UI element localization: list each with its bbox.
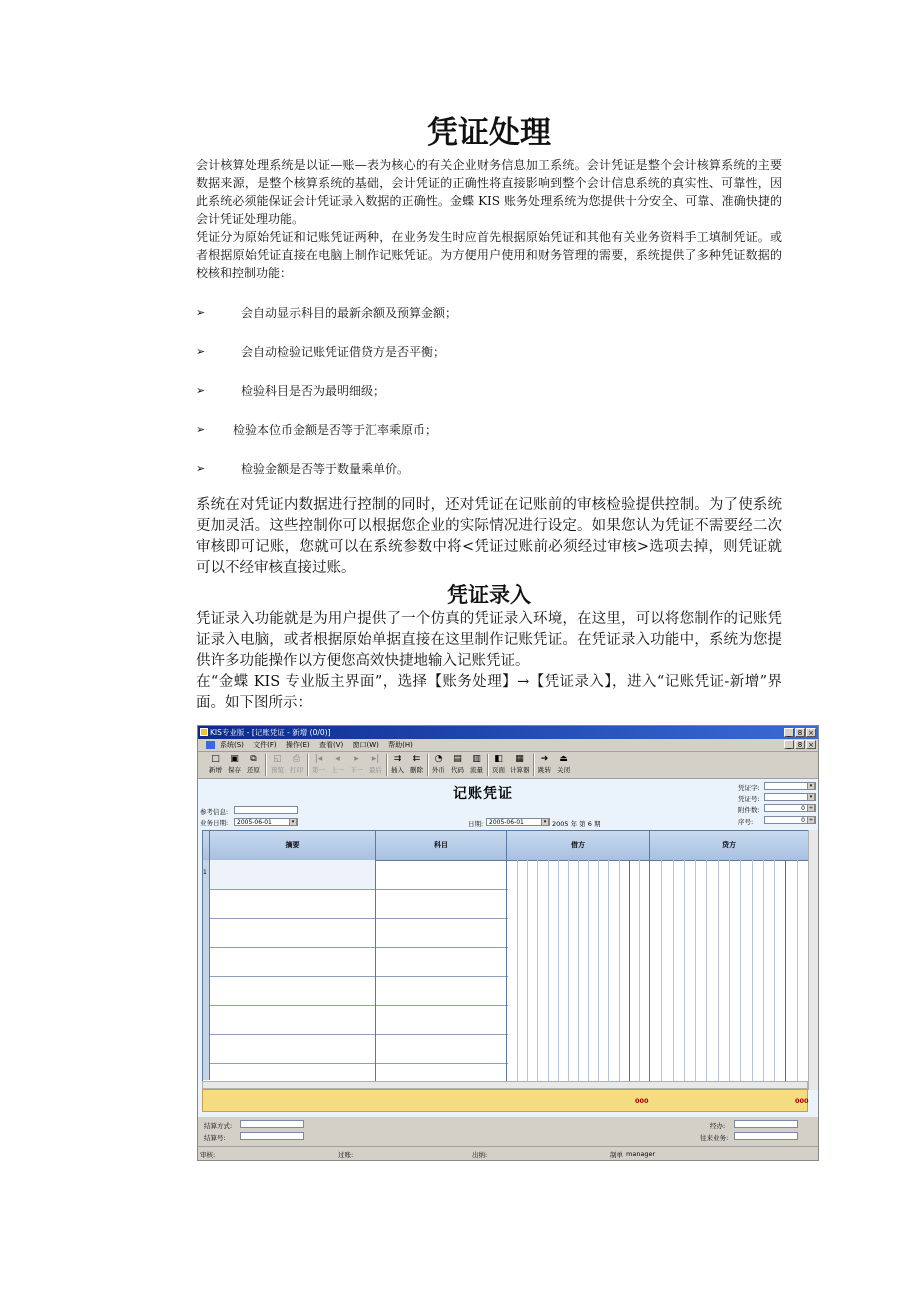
close-button[interactable]: × [806,728,816,737]
prev-icon: ◂ [335,754,340,764]
page-button[interactable]: ◧ 页面 [489,753,508,777]
amount-digit-line [588,860,589,1081]
print-button[interactable]: ⎙ 打印 [287,753,306,777]
restore-icon: ⧉ [250,754,257,764]
app-icon [200,728,208,736]
voucher-no-label: 凭证号: [738,795,760,803]
biz-date-input[interactable]: 2005-06-01 ▾ [234,818,298,826]
row-divider [210,918,508,919]
voucher-form [198,779,818,1135]
column-divider [649,831,650,1081]
amount-digit-line [578,860,579,1081]
total-debit: 000 [635,1097,649,1105]
seq-label: 序号: [738,818,754,826]
arrow-bullet-icon: ➢ [196,462,206,475]
amount-digit-line [740,860,741,1081]
entry-paragraph-1: 凭证录入功能就是为用户提供了一个仿真的凭证录入环境，在这里，可以将您制作的记账凭证录入电脑，或者根据原始单据直接在这里制作记账凭证。在凭证录入功能中，系统为您提供许多功能操作以方便您高效快捷地输入记账凭证。 [196,611,782,669]
row-marker: 1 [203,869,207,876]
insert-icon: ⇉ [393,754,402,764]
amount-digit-line [673,860,674,1081]
amount-digit-line [661,860,662,1081]
amount-digit-line [527,860,528,1081]
seq-input[interactable]: 0 ÷ [764,816,816,824]
maker-label: 制单 [610,1151,623,1159]
row-selector[interactable] [203,860,210,1080]
attachments-label: 附件数: [738,806,760,814]
chevron-down-icon[interactable]: ▾ [807,782,815,790]
delete-icon: ⇇ [412,754,421,764]
chevron-down-icon[interactable]: ▾ [807,793,815,801]
period-text: 2005 年 第 6 期 [552,820,601,828]
amount-digit-line [718,860,719,1081]
amount-digit-line [548,860,549,1081]
amount-digit-line [774,860,775,1081]
print-icon: ⎙ [292,754,301,764]
total-row [202,1089,808,1112]
menu-bar [198,739,818,752]
menu-system[interactable]: 系统(S) [220,741,244,749]
row-divider [210,1005,508,1006]
preview-button[interactable]: ◱ 预览 [268,753,287,777]
calculator-button[interactable]: ▦ 计算器 [510,754,530,774]
last-button[interactable]: ▸| 最后 [366,753,385,777]
column-debit[interactable]: 借方 [507,831,650,860]
settle-no-input[interactable] [240,1132,304,1140]
status-bar [198,1146,818,1161]
new-button[interactable]: □ 新增 [206,753,225,777]
prev-button[interactable]: ◂ 上一 [328,753,347,777]
next-icon: ▸ [354,754,359,764]
business-label: 往来业务: [700,1134,729,1142]
close-form-button[interactable]: ⏏ 关闭 [554,753,573,777]
document-body [196,110,782,714]
active-cell[interactable] [210,860,375,889]
save-button[interactable]: ▣ 保存 [225,753,244,777]
amount-digit-line [706,860,707,1081]
currency-button[interactable]: ◔ 外币 [429,753,448,777]
voucher-grid[interactable] [202,830,810,1082]
amount-digit-line [752,860,753,1081]
intro-paragraph-2: 凭证分为原始凭证和记账凭证两种，在业务发生时应首先根据原始凭证和其他有关业务资料手工填制凭证。或者根据原始凭证直接在电脑上制作记账凭证。为方便用户使用和财务管理的需要，系统提供了多种凭证数据的校核和控制功能： [196,230,782,280]
menu-window[interactable]: 窗口(W) [352,741,379,749]
list-item: ➢ 会自动检验记账凭证借贷方是否平衡； [196,345,446,359]
row-divider [210,1063,508,1064]
intro-paragraph-1: 会计核算处理系统是以证—账—表为核心的有关企业财务信息加工系统。会计凭证是整个会计核算系统的主要数据来源，是整个核算系统的基础，会计凭证的正确性将直接影响到整个会计信息系统的真实性、可靠性，因此系统必须能保证会计凭证录入数据的正确性。金蝶 KIS 账务处理系统为您提供十分安全、可靠、准确快捷的会计凭证处理功能。 [196,158,782,226]
chevron-down-icon[interactable]: ▾ [541,818,549,826]
document-icon [206,741,215,749]
list-item: ➢ 检验科目是否为最明细级； [196,384,386,398]
voucher-screenshot [197,725,819,1161]
toolbar [198,752,818,779]
page-title: 凭证处理 [427,115,551,151]
amount-digit-line [629,860,630,1081]
row-divider [210,889,508,890]
column-credit[interactable]: 贷方 [722,841,736,849]
business-input[interactable] [734,1132,798,1140]
first-icon: |◂ [314,754,323,764]
amount-digit-line [598,860,599,1081]
menu-file[interactable]: 文件(F) [253,741,277,749]
amount-digit-line [537,860,538,1081]
column-divider [375,831,376,1081]
arrow-bullet-icon: ➢ [196,423,206,436]
calculator-icon: ▦ [515,754,524,764]
spinner-icon[interactable]: ÷ [808,817,814,823]
voucher-word-select[interactable] [764,782,816,790]
row-divider [210,1034,508,1035]
amount-digit-line [639,860,640,1081]
save-icon: ▣ [230,754,239,764]
child-close-button[interactable]: × [806,740,816,749]
list-item: ➢ 检验金额是否等于数量乘单价。 [196,462,410,476]
vertical-scrollbar[interactable] [808,830,818,1090]
insert-button[interactable]: ⇉ 插入 [388,753,407,777]
amount-digit-line [729,860,730,1081]
list-item: ➢ 会自动显示科目的最新余额及预算金额； [196,306,458,320]
cashier-label: 出纳: [472,1151,488,1159]
code-icon: ▤ [453,754,462,764]
last-icon: ▸| [371,754,380,764]
total-credit: 000 [795,1097,809,1105]
restore-voucher-button[interactable]: ⧉ 还原 [244,753,263,777]
amount-digit-line [785,860,786,1081]
spinner-icon[interactable]: ÷ [808,805,814,811]
jump-button[interactable]: ➜ 跳转 [535,753,554,777]
amount-digit-line [684,860,685,1081]
ref-info-label: 参考信息: [200,808,229,816]
arrow-bullet-icon: ➢ [196,345,206,358]
control-paragraph: 系统在对凭证内数据进行控制的同时，还对凭证在记账前的审核检验提供控制。为了使系统更加灵活。这些控制你可以根据您企业的实际情况进行设定。如果您认为凭证不需要经二次审核即可记账，您就可以在系统参数中将<凭证过账前必须经过审核>选项去掉，则凭证就可以不经审核直接过账。 [196,497,782,576]
biz-date-label: 业务日期: [200,819,229,827]
menu-view[interactable]: 查看(V) [319,741,344,749]
column-divider [506,831,507,1081]
amount-digit-line [619,860,620,1081]
settle-no-label: 结算号: [204,1134,226,1142]
amount-digit-line [695,860,696,1081]
handler-input[interactable] [734,1120,798,1128]
horizontal-scrollbar[interactable] [202,1081,808,1089]
amount-digit-line [517,860,518,1081]
code-button[interactable]: ▤ 代码 [448,753,467,777]
attachments-input[interactable]: 0 ÷ [764,804,816,812]
audit-label: 审核: [200,1151,216,1159]
delete-button[interactable]: ⇇ 删除 [407,753,426,777]
arrow-bullet-icon: ➢ [196,306,206,319]
exit-icon: ⏏ [559,754,568,764]
page-icon: ◧ [494,754,503,764]
window-title: KIS专业版 - [记账凭证 - 新增 (0/0)] [210,728,331,737]
date-input[interactable]: 2005-06-01 ▾ [486,818,550,826]
child-restore-button[interactable]: 8 [795,740,805,749]
arrow-bullet-icon: ➢ [196,384,206,397]
row-divider [210,947,508,948]
section-title: 凭证录入 [447,582,531,607]
date-label: 日期: [468,820,484,828]
column-summary[interactable]: 摘要 [210,831,376,860]
first-button[interactable]: |◂ 第一 [309,753,328,777]
maker-value: manager [626,1150,656,1158]
settlement-area [198,1117,818,1147]
preview-icon: ◱ [273,754,282,764]
handler-label: 经办: [710,1122,726,1130]
amount-digit-line [763,860,764,1081]
currency-icon: ◔ [434,754,443,764]
check-list [196,304,782,478]
amount-digit-line [608,860,609,1081]
restore-button[interactable]: 8 [795,728,805,737]
row-divider [210,976,508,977]
post-label: 过账: [338,1151,354,1159]
next-button[interactable]: ▸ 下一 [347,753,366,777]
entry-paragraph-2: 在“金蝶 KIS 专业版主界面”，选择【账务处理】→【凭证录入】，进入“记账凭证-新增”界面。如下图所示： [196,674,782,711]
window-titlebar [198,726,818,739]
jump-icon: ➜ [540,754,549,764]
flow-icon: ▥ [472,754,481,764]
new-icon: □ [211,754,220,764]
ref-info-input[interactable] [234,806,298,814]
flow-button[interactable]: ▥ 流量 [467,753,486,777]
voucher-no-input[interactable] [764,793,816,801]
menu-operate[interactable]: 操作(E) [285,741,310,749]
amount-digit-line [558,860,559,1081]
menu-help[interactable]: 帮助(H) [388,741,413,749]
child-minimize-button[interactable]: _ [784,740,794,749]
column-account[interactable]: 科目 [376,831,507,860]
settle-method-label: 结算方式: [204,1122,233,1130]
settle-method-input[interactable] [240,1120,304,1128]
amount-digit-line [568,860,569,1081]
list-item: ➢ 检验本位币金额是否等于汇率乘原币； [196,423,438,437]
minimize-button[interactable]: _ [784,728,794,737]
amount-digit-line [797,860,798,1081]
voucher-title: 记账凭证 [453,786,513,802]
chevron-down-icon[interactable]: ▾ [289,818,297,826]
voucher-word-label: 凭证字: [738,784,760,792]
